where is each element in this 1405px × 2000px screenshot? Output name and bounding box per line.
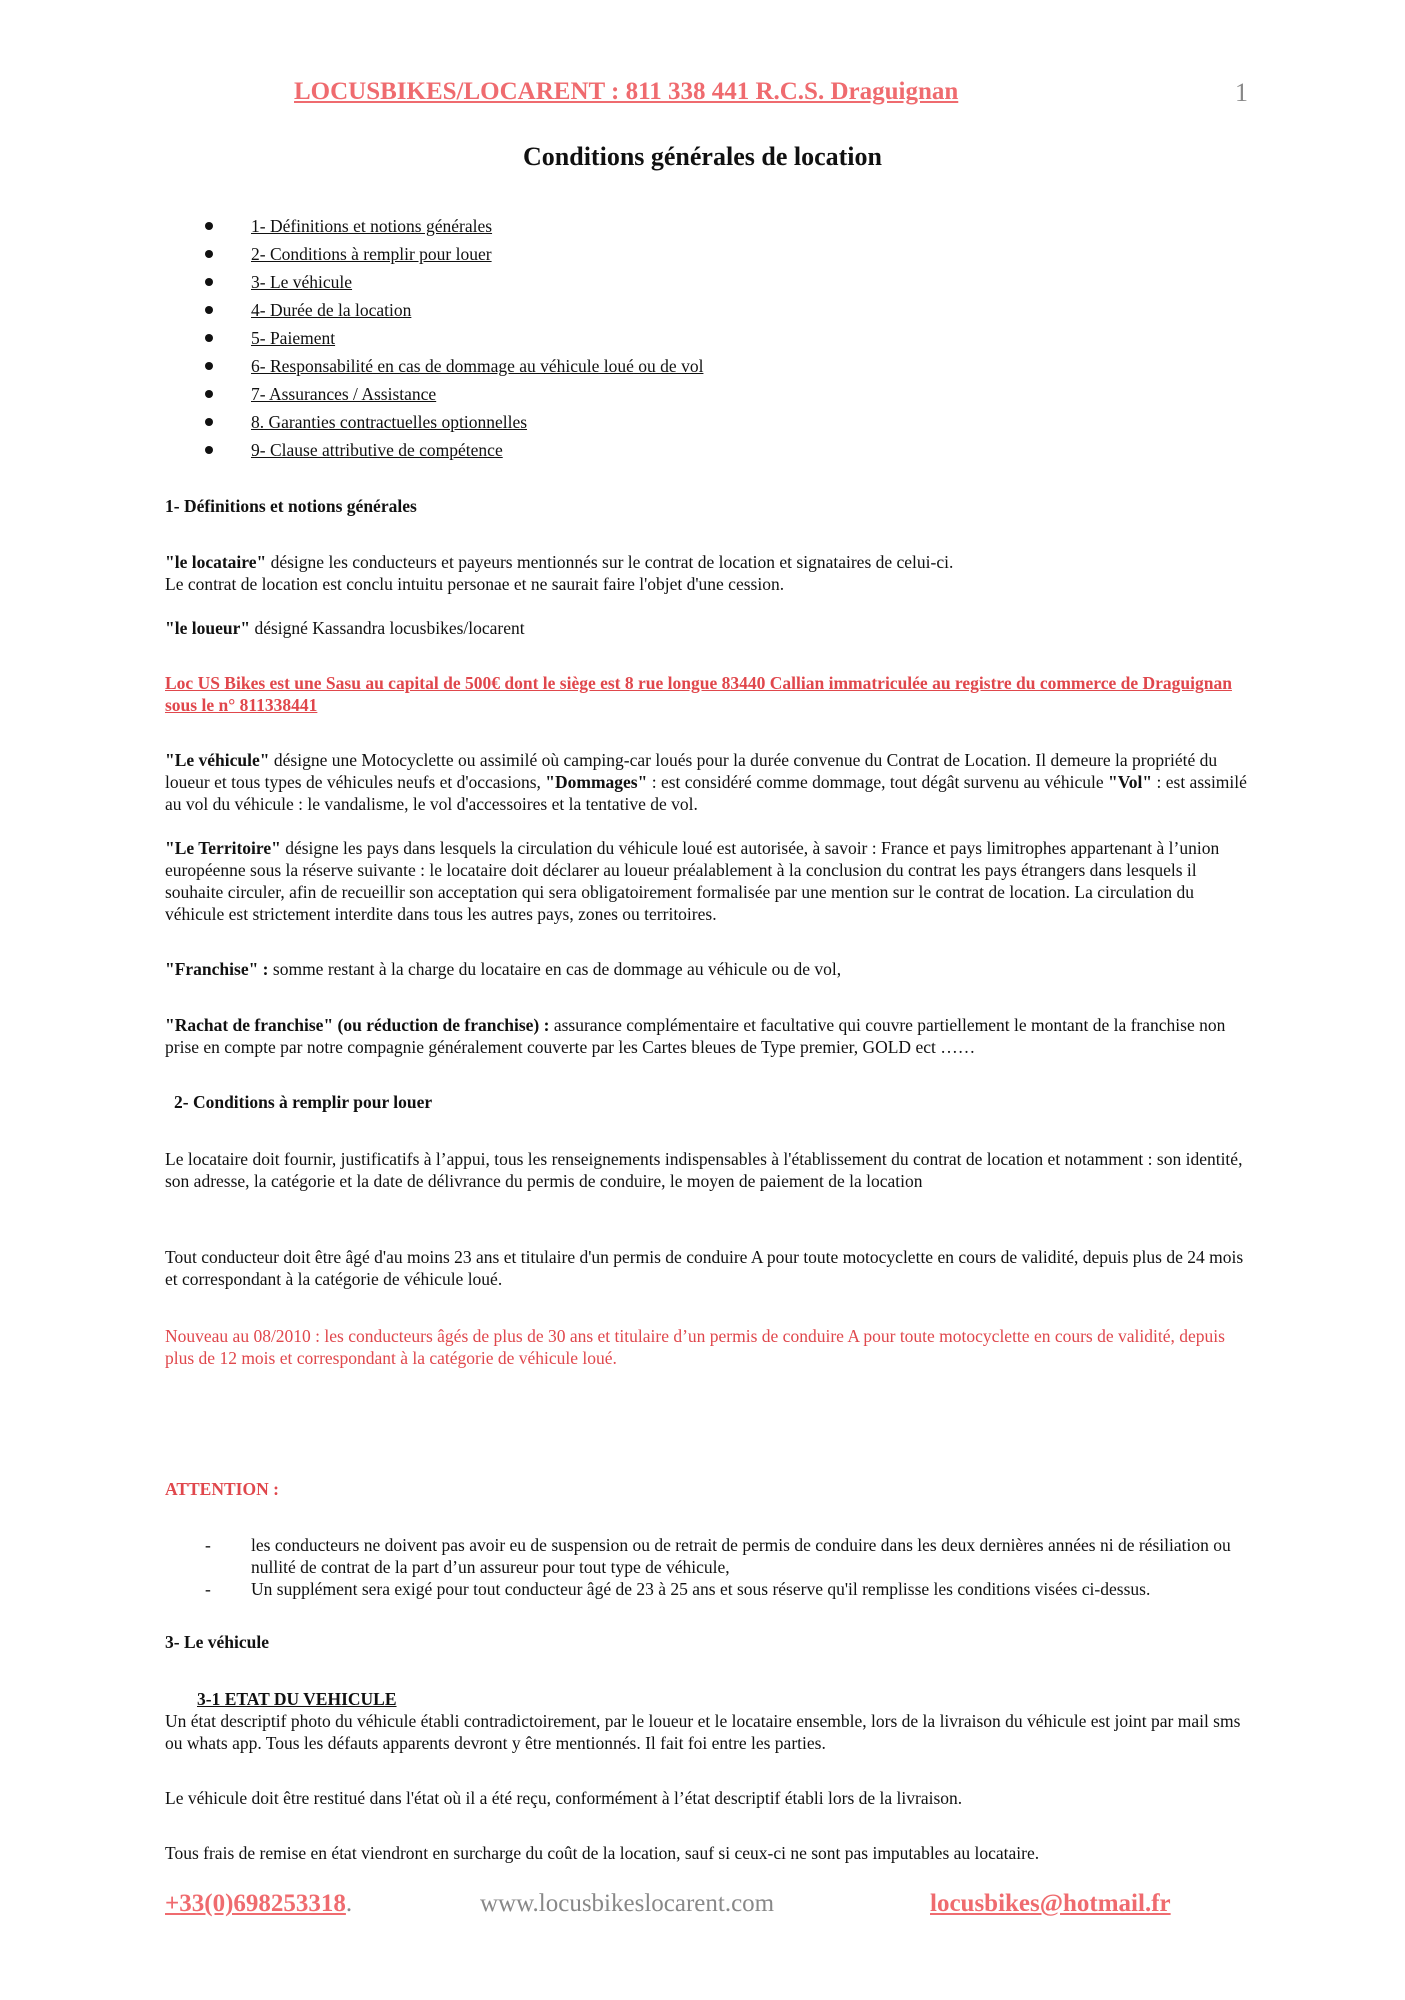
- footer-email[interactable]: locusbikes@hotmail.fr: [930, 1890, 1171, 1917]
- toc-link[interactable]: 3- Le véhicule: [251, 272, 353, 292]
- term-loueur: "le loueur": [165, 618, 251, 638]
- toc-link[interactable]: 5- Paiement: [251, 328, 336, 348]
- section-heading: 3- Le véhicule: [165, 1632, 270, 1652]
- toc-link[interactable]: 6- Responsabilité en cas de dommage au véhicule loué ou de vol: [251, 356, 704, 376]
- section-heading: 2- Conditions à remplir pour louer: [174, 1092, 433, 1112]
- term-vehicule: "Le véhicule": [165, 750, 270, 770]
- term-territoire: "Le Territoire": [165, 838, 281, 858]
- toc-link[interactable]: 2- Conditions à remplir pour louer: [251, 244, 492, 264]
- footer-phone-dot: .: [345, 1890, 353, 1917]
- paragraph-territoire: [165, 837, 1250, 925]
- definition-text: assurance complémentaire et facultative qui couvre partiellement le montant de la franchise non prise en compte par notre compagnie généralement couverte par les Cartes bleues de Type premier, GOLD ect ……: [165, 1015, 1226, 1057]
- bullet-icon: [205, 418, 213, 426]
- toc-item[interactable]: [205, 382, 703, 410]
- definition-text: désigné Kassandra locusbikes/locarent: [250, 618, 525, 638]
- paragraph-etat: Un état descriptif photo du véhicule établi contradictoirement, par le loueur et le locataire ensemble, lors de la livraison du véhicule est joint par mail sms ou whats app. Tous les défauts apparents devront y être mentionnés. Il fait foi entre les parties.: [165, 1711, 1241, 1753]
- footer-phone-group: [165, 1890, 352, 1918]
- paragraph-nouveau: Nouveau au 08/2010 : les conducteurs âgés de plus de 30 ans et titulaire d’un permis de conduire A pour toute motocyclette en cours de validité, depuis plus de 12 mois et correspondant à la catégorie de véhicule loué.: [165, 1326, 1225, 1368]
- paragraph-locataire: [165, 551, 1250, 595]
- bullet-icon: [205, 334, 213, 342]
- paragraph-justificatifs: Le locataire doit fournir, justificatifs à l’appui, tous les renseignements indispensables à l'établissement du contrat de location et notamment : son identité, son adresse, la catégorie et la date de délivrance du permis de conduire, le moyen de paiement de la location: [165, 1149, 1243, 1191]
- bullet-icon: [205, 446, 213, 454]
- toc-item[interactable]: [205, 214, 703, 242]
- document-title: Conditions générales de location: [523, 142, 882, 171]
- term-franchise: "Franchise" :: [165, 959, 269, 979]
- list-item-text: Un supplément sera exigé pour tout conducteur âgé de 23 à 25 ans et sous réserve qu'il remplisse les conditions visées ci-dessus.: [251, 1579, 1151, 1599]
- dash-icon: -: [205, 1535, 211, 1555]
- definition-text: Le contrat de location est conclu intuitu personae et ne saurait faire l'objet d'une cession.: [165, 574, 785, 594]
- list-item-text: les conducteurs ne doivent pas avoir eu de suspension ou de retrait de permis de conduire dans les deux dernières années ni de résiliation ou nullité de contrat de la part d’un assureur pour tout type de véhicule,: [251, 1535, 1231, 1577]
- toc-link[interactable]: 9- Clause attributive de compétence: [251, 440, 503, 460]
- attention-label: ATTENTION :: [165, 1479, 279, 1499]
- definition-text: désigne les conducteurs et payeurs mentionnés sur le contrat de location et signataires de celui-ci.: [266, 552, 954, 572]
- toc-item[interactable]: [205, 298, 703, 326]
- term-dommages: "Dommages": [545, 772, 648, 792]
- definition-text: : est assimilé au vol du véhicule : le vandalisme, le vol d'accessoires et la tentative de vol.: [165, 772, 1247, 814]
- paragraph-loueur: [165, 617, 1250, 639]
- header-title: LOCUSBIKES/LOCARENT : 811 338 441 R.C.S. Draguignan: [294, 78, 959, 105]
- toc-link[interactable]: 1- Définitions et notions générales: [251, 216, 493, 236]
- definition-text: : est considéré comme dommage, tout dégât survenu au véhicule: [647, 772, 1109, 792]
- toc-link[interactable]: 4- Durée de la location: [251, 300, 412, 320]
- toc-item[interactable]: [205, 438, 703, 466]
- toc-item[interactable]: [205, 242, 703, 270]
- bullet-icon: [205, 390, 213, 398]
- definition-text: désigne les pays dans lesquels la circulation du véhicule loué est autorisée, à savoir : France et pays limitrophes appartenant à l’union européenne sous la réserve suivante : le locataire doit déclarer au loueur préalablement à la conclusion du contrat les pays étrangers dans lesquels il souhaite circuler, afin de recueillir son acceptation qui sera obligatoirement formalisée par une mention sur le contrat de location. La circulation du véhicule est strictement interdite dans tous les autres pays, zones ou territoires.: [165, 838, 1220, 924]
- bullet-icon: [205, 250, 213, 258]
- definition-text: somme restant à la charge du locataire en cas de dommage au véhicule ou de vol,: [268, 959, 842, 979]
- paragraph-rachat: [165, 1014, 1250, 1058]
- footer-phone[interactable]: +33(0)698253318: [165, 1890, 346, 1917]
- toc-item[interactable]: [205, 326, 703, 354]
- term-vol: "Vol": [1108, 772, 1153, 792]
- paragraph-restitution: Le véhicule doit être restitué dans l'état où il a été reçu, conformément à l’état descriptif établi lors de la livraison.: [165, 1788, 963, 1808]
- paragraph-vehicule: [165, 749, 1250, 815]
- paragraph-franchise: [165, 958, 1250, 980]
- section-heading: 1- Définitions et notions générales: [165, 496, 417, 516]
- toc-link[interactable]: 8. Garanties contractuelles optionnelles: [251, 412, 528, 432]
- footer-website[interactable]: www.locusbikeslocarent.com: [480, 1890, 775, 1917]
- bullet-icon: [205, 222, 213, 230]
- company-info: Loc US Bikes est une Sasu au capital de 500€ dont le siège est 8 rue longue 83440 Callian immatriculée au registre du commerce de Draguignan sous le n° 811338441: [165, 673, 1232, 715]
- term-locataire: "le locataire": [165, 552, 267, 572]
- bullet-icon: [205, 278, 213, 286]
- bullet-icon: [205, 306, 213, 314]
- toc-link[interactable]: 7- Assurances / Assistance: [251, 384, 437, 404]
- dash-icon: -: [205, 1579, 211, 1599]
- paragraph-age-permis: Tout conducteur doit être âgé d'au moins 23 ans et titulaire d'un permis de conduire A pour toute motocyclette en cours de validité, depuis plus de 24 mois et correspondant à la catégorie de véhicule loué.: [165, 1247, 1244, 1289]
- definition-text: désigne une Motocyclette ou assimilé où camping-car loués pour la durée convenue du Contrat de Location. Il demeure la propriété du loueur et tous types de véhicules neufs et d'occasions,: [165, 750, 1218, 792]
- subsection-heading: 3-1 ETAT DU VEHICULE: [197, 1689, 397, 1709]
- term-rachat: "Rachat de franchise" (ou réduction de franchise) :: [165, 1015, 550, 1035]
- paragraph-frais: Tous frais de remise en état viendront en surcharge du coût de la location, sauf si ceux-ci ne sont pas imputables au locataire.: [165, 1843, 1040, 1863]
- toc-item[interactable]: [205, 410, 703, 438]
- table-of-contents: [205, 214, 703, 466]
- toc-item[interactable]: [205, 354, 703, 382]
- bullet-icon: [205, 362, 213, 370]
- page-number: 1: [1235, 78, 1248, 107]
- toc-item[interactable]: [205, 270, 703, 298]
